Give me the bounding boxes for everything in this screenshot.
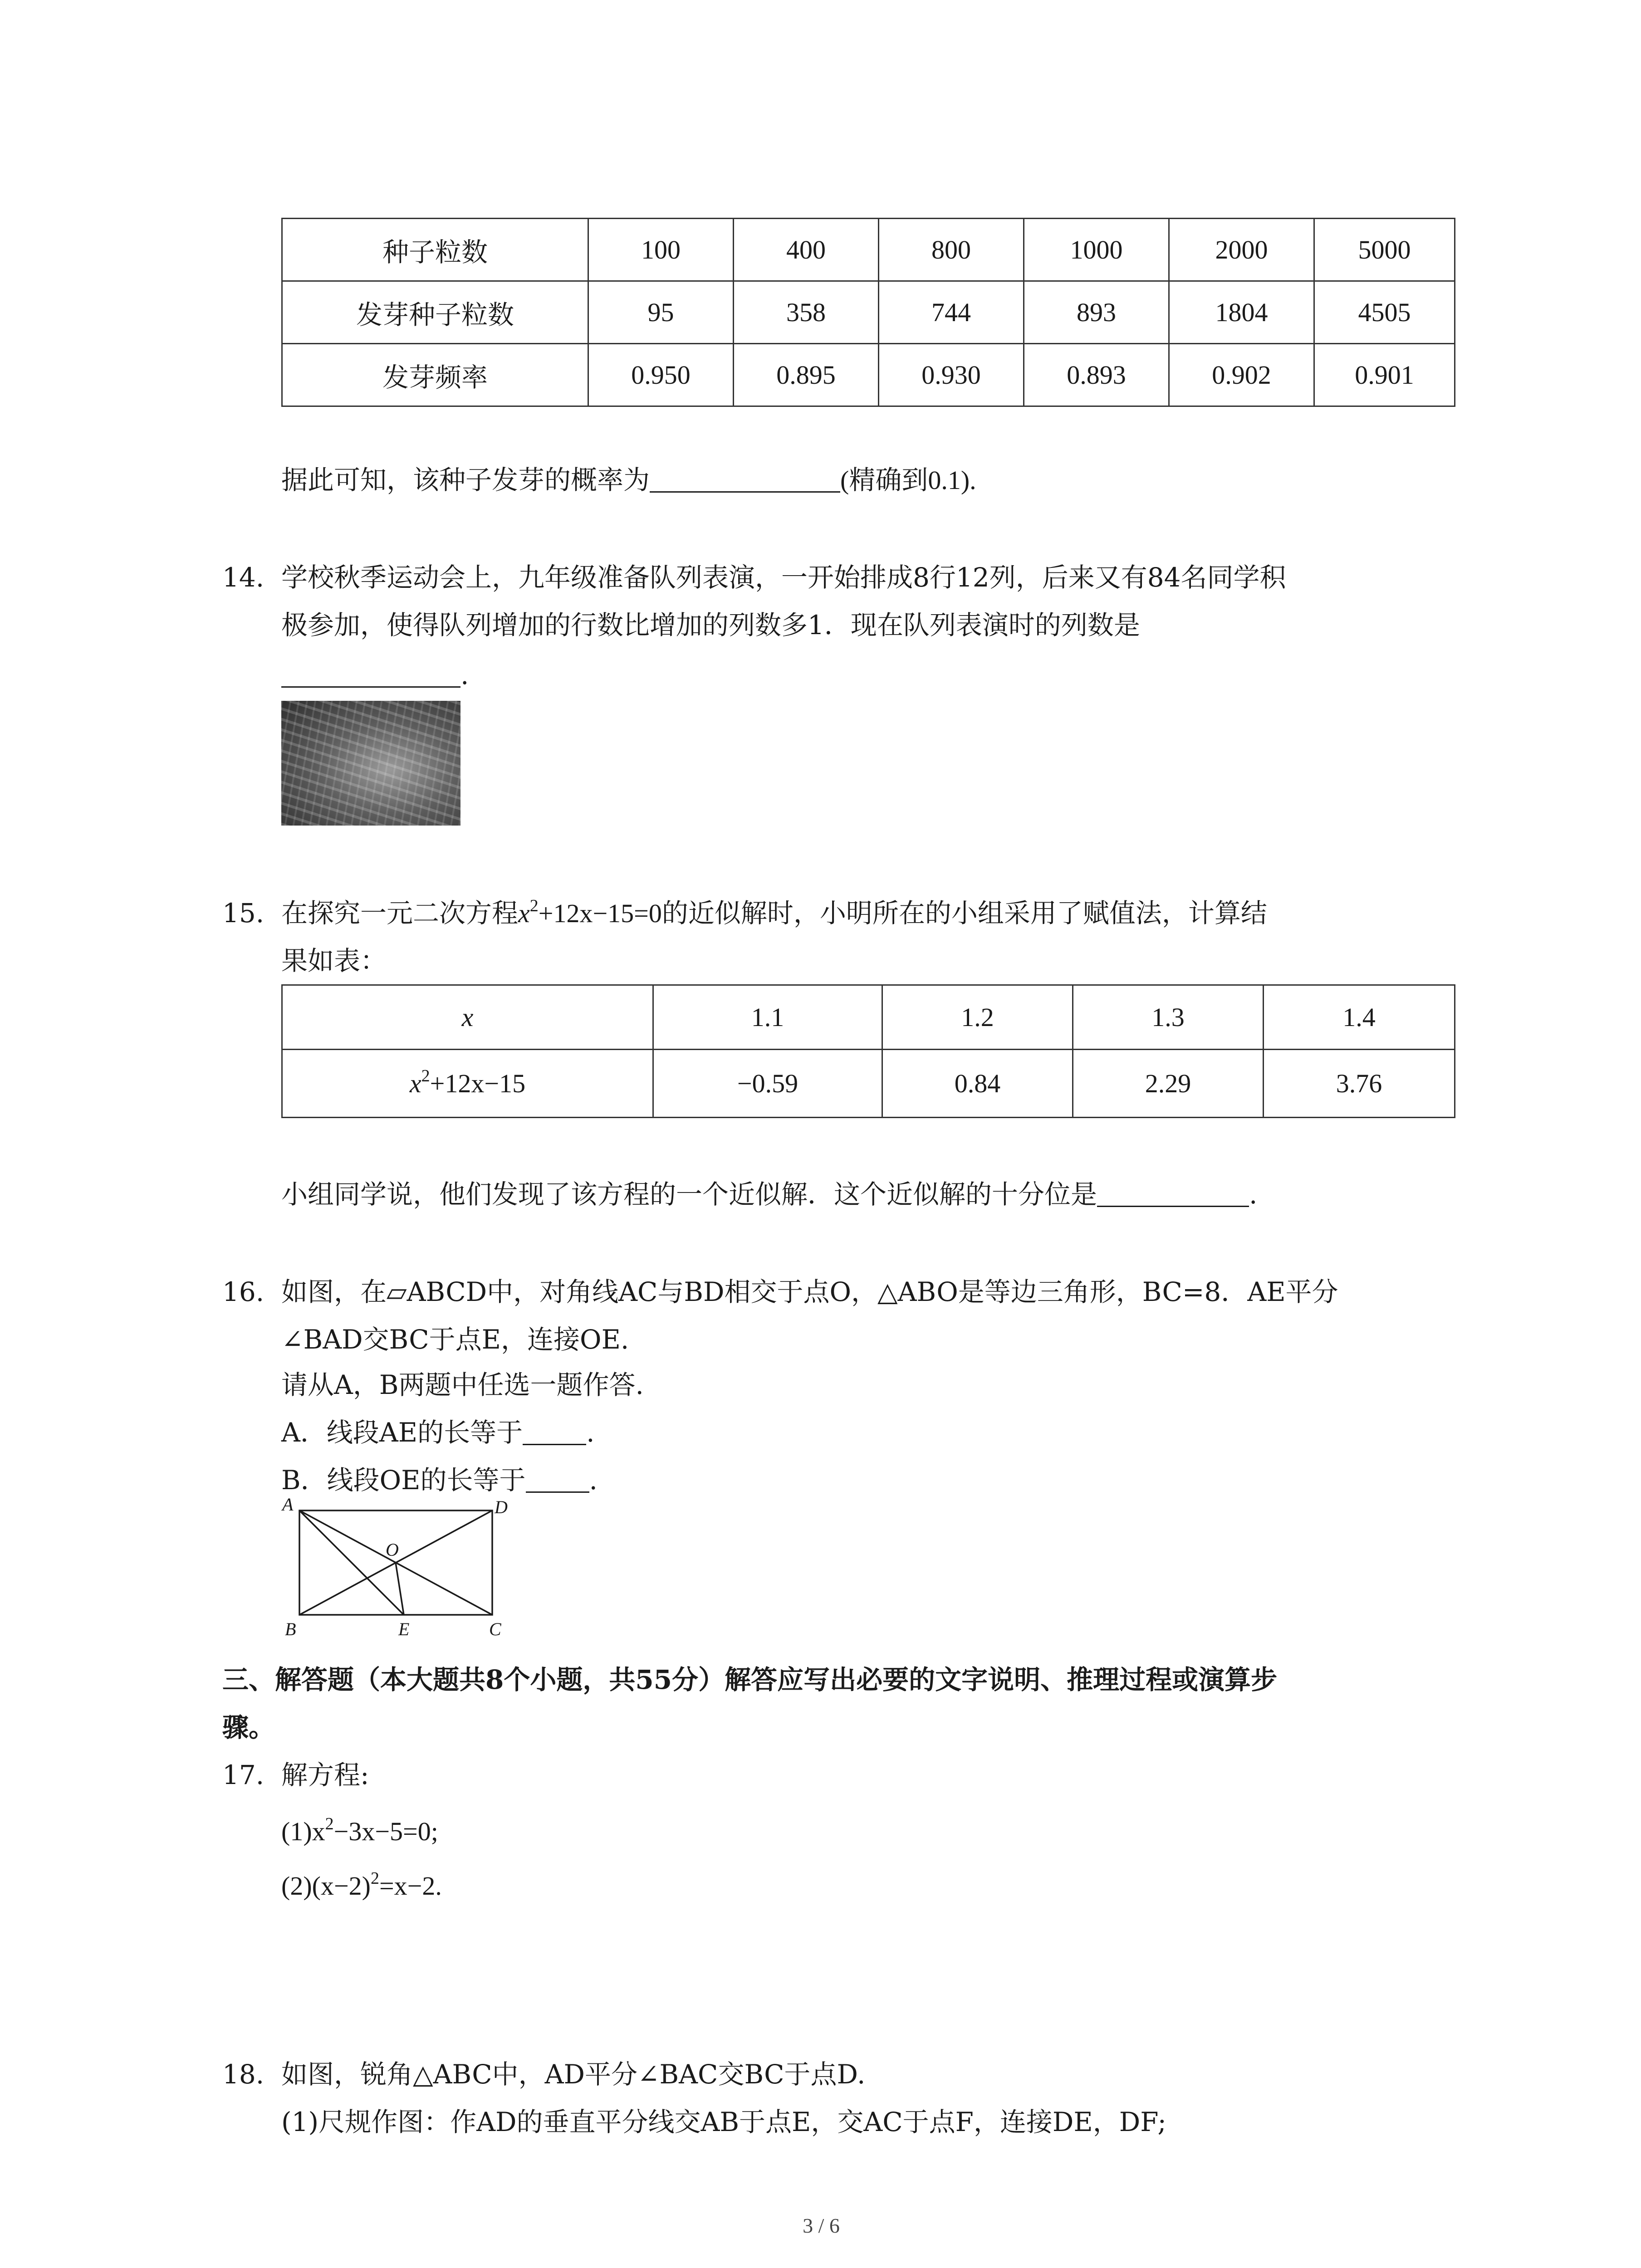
q14-period: . bbox=[460, 660, 469, 690]
table-cell: 0.895 bbox=[734, 344, 879, 406]
answer-blank[interactable] bbox=[281, 661, 460, 688]
table-cell: 0.84 bbox=[882, 1050, 1073, 1118]
q17-equation-2: $(2)(x-2)^2=x-2$. bbox=[281, 1869, 442, 1901]
q15-text: 在探究一元二次方程 bbox=[281, 898, 519, 929]
point-label-e: E bbox=[398, 1619, 410, 1639]
point-label-d: D bbox=[495, 1497, 508, 1517]
table-cell: 1.4 bbox=[1264, 985, 1455, 1050]
q17-title: 解方程: bbox=[281, 1760, 369, 1790]
answer-blank[interactable] bbox=[526, 1466, 589, 1493]
q15-line-1 bbox=[281, 891, 1267, 935]
table-cell: 5000 bbox=[1314, 219, 1455, 281]
seed-germination-table bbox=[281, 218, 1455, 407]
table-cell: 1.1 bbox=[653, 985, 882, 1050]
q15-answer-line bbox=[281, 1173, 1257, 1216]
table-cell: 1000 bbox=[1024, 219, 1169, 281]
row-label: $x^2+12x-15$ bbox=[282, 1050, 653, 1118]
q16-line-3: 请从A，B两题中任选一题作答. bbox=[281, 1369, 644, 1400]
table-row bbox=[282, 219, 1455, 281]
table-cell: 0.893 bbox=[1024, 344, 1169, 406]
point-label-o: O bbox=[386, 1540, 399, 1560]
q15-line-2: 果如表： bbox=[281, 945, 387, 976]
q16-line-1: 如图，在▱ABCD中，对角线AC与BD相交于点O，△ABO是等边三角形，BC=8．AE平分 bbox=[281, 1276, 1338, 1307]
table-cell: 2000 bbox=[1169, 219, 1314, 281]
table-cell: 0.930 bbox=[879, 344, 1024, 406]
quadratic-value-table bbox=[281, 984, 1455, 1118]
table-cell: 2.29 bbox=[1073, 1050, 1264, 1118]
q17-equation-1: $(1)x^2-3x-5=0$; bbox=[281, 1814, 438, 1846]
table-cell: 744 bbox=[879, 281, 1024, 344]
answer-blank[interactable] bbox=[650, 466, 840, 493]
point-label-a: A bbox=[282, 1497, 294, 1515]
table-cell: 0.902 bbox=[1169, 344, 1314, 406]
section-3-heading-line-1: 三、解答题（本大题共8个小题，共55分）解答应写出必要的文字说明、推理过程或演算步 bbox=[222, 1664, 1278, 1695]
row-label: x bbox=[282, 985, 653, 1050]
table-row bbox=[282, 281, 1455, 344]
parallelogram-figure bbox=[272, 1497, 526, 1642]
formation-photo bbox=[281, 701, 460, 826]
q13-precision-note: (精确到0.1). bbox=[840, 465, 976, 495]
table-cell: 800 bbox=[879, 219, 1024, 281]
q16-option-b: B．线段OE的长等于 . bbox=[281, 1465, 598, 1496]
q14-number: 14. bbox=[222, 562, 265, 593]
table-cell: 1.3 bbox=[1073, 985, 1264, 1050]
table-cell: 100 bbox=[588, 219, 734, 281]
table-row bbox=[282, 985, 1455, 1050]
q17-number: 17. bbox=[222, 1760, 265, 1790]
table-cell: 0.901 bbox=[1314, 344, 1455, 406]
q15-text: 的近似解时，小明所在的小组采用了赋值法，计算结 bbox=[661, 898, 1267, 929]
point-label-c: C bbox=[489, 1619, 501, 1639]
table-cell: 358 bbox=[734, 281, 879, 344]
table-cell: 0.950 bbox=[588, 344, 734, 406]
q15-text: 小组同学说，他们发现了该方程的一个近似解．这个近似解的十分位是 bbox=[281, 1179, 1097, 1210]
q18-line-1: 如图，锐角△ABC中，AD平分∠BAC交BC于点D. bbox=[281, 2059, 866, 2090]
q14-line-1: 学校秋季运动会上，九年级准备队列表演，一开始排成8行12列，后来又有84名同学积 bbox=[281, 562, 1286, 593]
row-label: 发芽种子粒数 bbox=[282, 281, 588, 344]
table-cell: 400 bbox=[734, 219, 879, 281]
q14-answer-line bbox=[281, 653, 469, 697]
page-number: 3 / 6 bbox=[803, 2214, 840, 2237]
table-row bbox=[282, 1050, 1455, 1118]
segment-ae bbox=[299, 1510, 404, 1615]
table-cell: 1804 bbox=[1169, 281, 1314, 344]
point-label-b: B bbox=[285, 1619, 296, 1639]
q13-answer-line bbox=[281, 458, 976, 502]
answer-blank[interactable] bbox=[1097, 1180, 1249, 1207]
var-x: x bbox=[518, 899, 530, 928]
q15-number: 15. bbox=[222, 898, 265, 929]
table-cell: 1.2 bbox=[882, 985, 1073, 1050]
superscript: 2 bbox=[421, 1066, 430, 1085]
row-label: 种子粒数 bbox=[282, 219, 588, 281]
superscript: 2 bbox=[370, 1869, 379, 1888]
q18-line-2: (1)尺规作图：作AD的垂直平分线交AB于点E，交AC于点F，连接DE，DF; bbox=[281, 2107, 1166, 2137]
table-cell: 893 bbox=[1024, 281, 1169, 344]
table-cell: −0.59 bbox=[653, 1050, 882, 1118]
q15-period: . bbox=[1249, 1179, 1258, 1210]
answer-blank[interactable] bbox=[523, 1418, 586, 1445]
q13-text: 据此可知，该种子发芽的概率为 bbox=[281, 464, 650, 495]
table-row bbox=[282, 344, 1455, 406]
q14-line-2: 极参加，使得队列增加的行数比增加的列数多1．现在队列表演时的列数是 bbox=[281, 610, 1140, 640]
superscript: 2 bbox=[325, 1814, 334, 1833]
table-cell: 4505 bbox=[1314, 281, 1455, 344]
section-3-heading-line-2: 骤。 bbox=[222, 1712, 275, 1743]
table-cell: 3.76 bbox=[1264, 1050, 1455, 1118]
table-cell: 95 bbox=[588, 281, 734, 344]
q18-number: 18. bbox=[222, 2059, 265, 2090]
q16-line-2: ∠BAD交BC于点E，连接OE. bbox=[281, 1324, 629, 1355]
superscript: 2 bbox=[529, 896, 539, 915]
row-label: 发芽频率 bbox=[282, 344, 588, 406]
q16-number: 16. bbox=[222, 1276, 265, 1307]
q15-equation: +12x−15=0 bbox=[538, 899, 662, 928]
q16-option-a: A．线段AE的长等于 . bbox=[281, 1417, 595, 1448]
